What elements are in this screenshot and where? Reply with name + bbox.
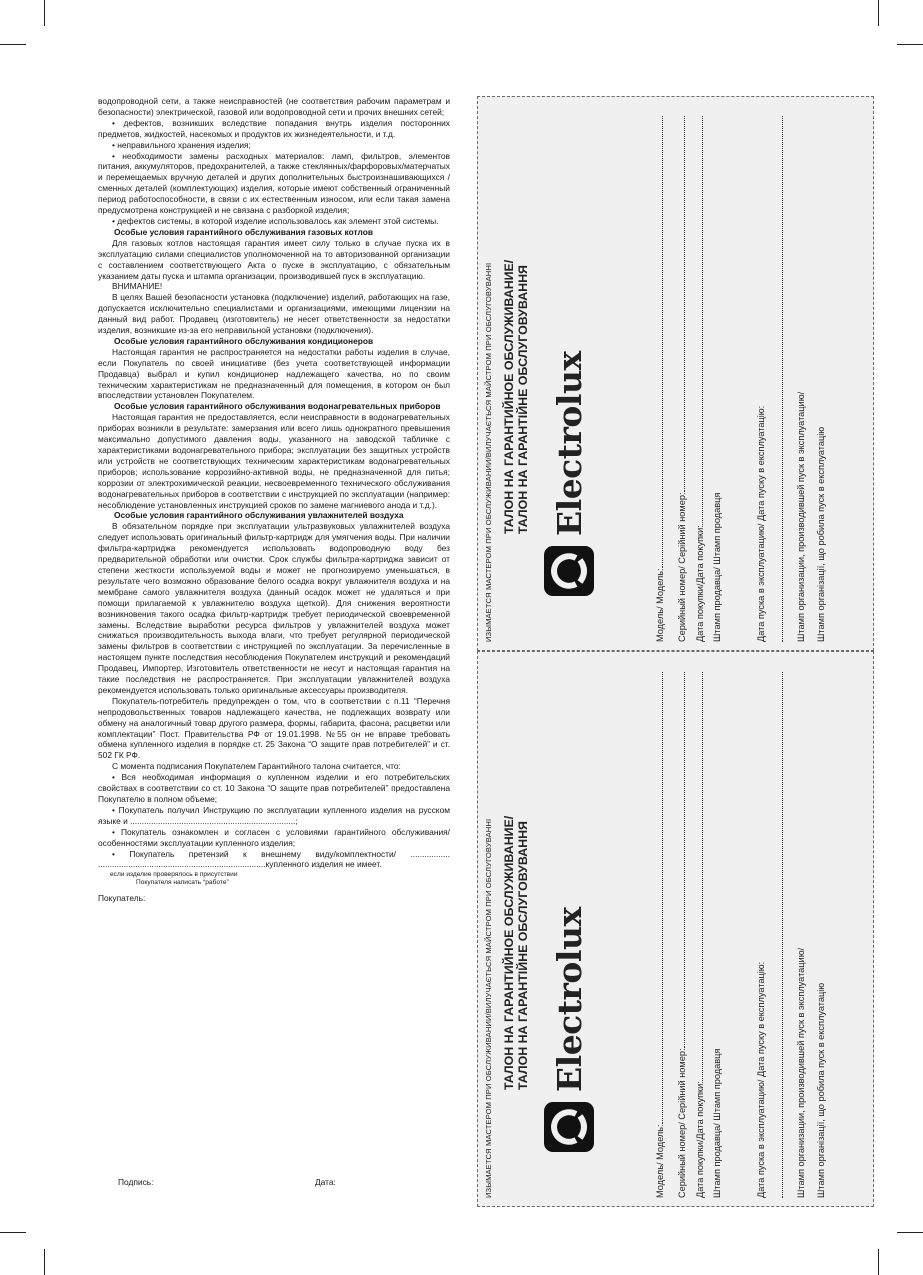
coupon-field-label: Штамп организации, производившей пуск в эксплуатацию/ [796,391,806,642]
crop-mark [0,44,26,45]
electrolux-icon [544,1102,594,1152]
coupon-field-row [756,962,766,1198]
coupon-field-label: Серийный номер/ Серійний номер: [677,1048,687,1198]
crop-mark [878,0,879,26]
brand-name: Electrolux [549,907,589,1092]
tear-line-text: ИЗЫМАЕТСЯ МАСТЕРОМ ПРИ ОБСЛУЖИВАНИИ/ВИЛУЧАЄТЬСЯ МАЙСТРОМ ПРИ ОБСЛУГОВУВАННІ [484,818,493,1198]
signature-label: Подпись: [118,1177,154,1187]
coupon-field-row [796,392,806,642]
paragraph: Для газовых котлов настоящая гарантия имеет силу только в случае пуска их в эксплуатацию силами специалистов уполномоченной на то авторизованной организации с составлением соответствующего Акта о пуске в эксплуатацию, с обязательным указанием даты пуска и штампа организации, производившей пуск в эксплуатацию. [98,237,450,281]
coupon-field-label: Дата покупки/Дата покупки: [695,1081,705,1198]
paragraph: • Покупатель получил Инструкцию по эксплуатации купленного изделия на русском языке и .......................................................................; [98,804,450,826]
coupon-field-row [712,493,722,642]
coupon-field-row [816,983,826,1198]
paragraph: В обязательном порядке при эксплуатации ультразвуковых увлажнителей воздуха следует использовать оригинальный фильтр-картридж для умягчения воды. При наличии фильтра-картриджа рекомендуется использовать водопроводную воду без предварительной обработки или очистки. Срок службы фильтра-картриджа зависит от степени жесткости используемой воды и может не прогнозируемо уменьшаться, в результате чего возможно образование белого осадка вокруг увлажнителя воздуха и на мембране самого увлажнителя воздуха (данный осадок может не удаляться и при помощи прилагаемой к увлажнителю воздуха щеткой). Для снижения вероятности возникновения такого осадка фильтр-картридж требует периодической своевременной замены. Вследствие выработки ресурса фильтров у увлажнителей воздуха может снижаться производительность выхода влаги, что требует регулярной периодической замены фильтров в соответствии с инструкцией по эксплуатации. За перечисленные в настоящем пункте последствия несоблюдения Покупателем инструкций и рекомендаций Продавец, Импортер, Изготовитель ответственности не несут и настоящая гарантия на такие последствия не распространяется. При эксплуатации увлажнителей воздуха рекомендуется использовать только оригинальные аксессуары производителя. [98,521,450,695]
coupon-field-row [774,672,785,1198]
coupon-field-row [774,116,785,642]
crop-mark [878,1249,879,1275]
paragraph: • дефектов системы, в которой изделие использовалось как элемент этой системы. [112,215,439,226]
coupon-field-label: Дата пуска в эксплуатацию/ Дата пуску в експлуатацію: [756,405,766,642]
fill-in-line[interactable] [654,672,663,1124]
warranty-coupon [477,96,874,651]
fill-in-line[interactable] [676,117,685,493]
coupon-title [503,816,530,1090]
coupon-field-row [676,117,687,643]
coupon-field-row [654,672,665,1198]
coupon-field-label: Штамп організації, що робила пуск в експлуатацію [816,426,826,642]
warranty-coupon [477,651,874,1207]
coupon-title [503,260,530,534]
paragraph: • Вся необходимая информация о купленном изделии и его потребительских свойствах в соответствии со ст. 10 Закона “О защите прав потребителей” предоставлена Покупателю в полном объеме; [98,772,450,804]
tear-line-text: ИЗЫМАЕТСЯ МАСТЕРОМ ПРИ ОБСЛУЖИВАНИИ/ВИЛУЧАЄТЬСЯ МАЙСТРОМ ПРИ ОБСЛУГОВУВАННІ [484,262,493,642]
coupon-field-row [694,672,705,1198]
crop-mark [897,1232,923,1233]
paragraph: В целях Вашей безопасности установка (подключение) изделий, работающих на газе, допускается исключительно специалистами и организациями, имеющими лицензии на данный вид работ. Продавец (изготовитель) не несет ответственности за недостатки изделия, возникшие из-за его неправильной установки (подключения). [98,292,450,336]
coupon-field-row [694,116,705,642]
brand-name: Electrolux [549,351,589,536]
title-line: ТАЛОН НА ГАРАНТІЙНЕ ОБСЛУГОВУВАННЯ [515,265,530,534]
fill-in-line[interactable] [774,116,783,642]
paragraph: • Покупатель претензий к внешнему виду/комплектности/ ................. ........................................................................купленного изделия не имеет. [98,848,450,870]
title-line: ТАЛОН НА ГАРАНТІЙНЕ ОБСЛУГОВУВАННЯ [515,821,530,1090]
electrolux-icon [544,546,594,596]
paragraph: • дефектов, возникших вследствие попадания внутрь изделия посторонних предметов, жидкостей, насекомых и продуктов их жизнедеятельности, и т.д. [98,117,450,139]
fill-in-line[interactable] [676,673,685,1049]
coupon-field-row [676,673,687,1199]
coupon-field-label: Штамп организации, производившей пуск в эксплуатацию/ [796,947,806,1198]
electrolux-logo [544,907,594,1152]
crop-mark [897,44,923,45]
coupon-field-label: Дата пуска в эксплуатацию/ Дата пуску в експлуатацію: [756,961,766,1198]
fill-in-line[interactable] [694,672,703,1081]
paragraph: Настоящая гарантия не распространяется на недостатки работы изделия в случае, если Покупатель по своей инициативе (без учета соответствующей информации Продавца) выбрал и купил кондиционер надлежащего качества, но по своим техническим характеристикам не предназначенный для помещения, в котором он был впоследствии установлен Покупателем. [98,346,450,401]
section-heading: Особые условия гарантийного обслуживания газовых котлов [114,226,373,237]
paragraph-list [98,96,450,870]
fill-in-line[interactable] [654,116,663,568]
coupon-field-row [712,1049,722,1198]
coupon-field-row [796,948,806,1198]
note-line: если изделие проверялось в присутствии [110,871,238,879]
buyer-label: Покупатель: [98,893,146,904]
title-line: ТАЛОН НА ГАРАНТИЙНОЕ ОБСЛУЖИВАНИЕ/ [502,259,516,534]
section-heading: Особые условия гарантийного обслуживания водонагревательных приборов [114,401,441,412]
date-label: Дата: [315,1177,336,1187]
paragraph: С момента подписания Покупателем Гарантийного талона считается, что: [112,761,401,772]
crop-mark [44,0,45,26]
paragraph: ВНИМАНИЕ! [112,281,163,292]
warranty-terms-text [98,96,450,904]
coupon-field-row [654,116,665,642]
coupon-field-row [816,427,826,642]
title-line: ТАЛОН НА ГАРАНТИЙНОЕ ОБСЛУЖИВАНИЕ/ [502,815,516,1090]
fill-in-line[interactable] [774,672,783,1198]
crop-mark [0,1232,26,1233]
electrolux-logo [544,351,594,596]
coupon-field-label: Модель/ Модель: [655,1124,665,1198]
coupon-field-label: Серийный номер/ Серійний номер: [677,492,687,642]
paragraph: водопроводной сети, а также неисправностей (не соответствия рабочим параметрам и безопасности) электрической, газовой или водопроводной сети и прочих внешних сетей; [98,96,450,117]
paragraph: Настоящая гарантия не предоставляется, если неисправности в водонагревательных приборах возникли в результате: замерзания или всего лишь однократного превышения максимально допустимого давления воды, указанного на заводской табличке с характеристиками водонагревательного прибора; эксплуатации без защитных устройств или устройств не соответствующих техническим характеристикам водонагревательных приборов; использование коррозийно-активной воды, не предназначенной для питья; коррозии от электрохимической реакции, несвоевременного технического обслуживания водонагревательных приборов в соответствии с инструкцией по эксплуатации (например: несоблюдение установленных инструкцией сроков по замене магниевого анода и т.д.). [98,412,450,510]
paragraph: • неправильного хранения изделия; [112,139,251,150]
paragraph: • Покупатель ознакомлен и согласен с условиями гарантийного обслуживания/особенностями эксплуатации купленного изделия; [98,826,450,848]
coupon-field-row [756,406,766,642]
crop-mark [44,1249,45,1275]
coupon-field-label: Модель/ Модель: [655,568,665,642]
coupon-field-label: Штамп продавца/ Штамп продавця [712,1048,722,1198]
section-heading: Особые условия гарантийного обслуживания кондиционеров [114,335,374,346]
paragraph: Покупатель-потребитель предупрежден о том, что в соответствии с п.11 “Перечня непродовольственных товаров надлежащего качества, не подлежащих возврату или обмену на аналогичный товар другого размера, формы, габарита, фасона, расцветки или комплектации” Пост. Правительства РФ от 19.01.1998. №55 он не вправе требовать обмена купленного изделия в порядке ст. 25 Закона “О защите прав потребителей” и ст. 502 ГК РФ. [98,695,450,761]
paragraph: • необходимости замены расходных материалов: ламп, фильтров, элементов питания, аккумуляторов, предохранителей, а также стеклянных/фарфоровых/матерчатых и перемещаемых вручную деталей и других дополнительных быстроизнашивающихся /сменных деталей (комплектующих) изделия, которые имеют собственный ограниченный период работоспособности, в связи с их естественным износом, или если такая замена предусмотрена конструкцией и не связана с разборкой изделия; [98,150,450,216]
section-heading: Особые условия гарантийного обслуживания увлажнителей воздуха [114,510,404,521]
coupon-field-label: Штамп продавца/ Штамп продавця [712,492,722,642]
fill-in-line[interactable] [694,116,703,525]
coupon-field-label: Дата покупки/Дата покупки: [695,525,705,642]
coupon-field-label: Штамп організації, що робила пуск в експлуатацію [816,982,826,1198]
note-line: Покупателя написать “работе” [136,879,229,887]
